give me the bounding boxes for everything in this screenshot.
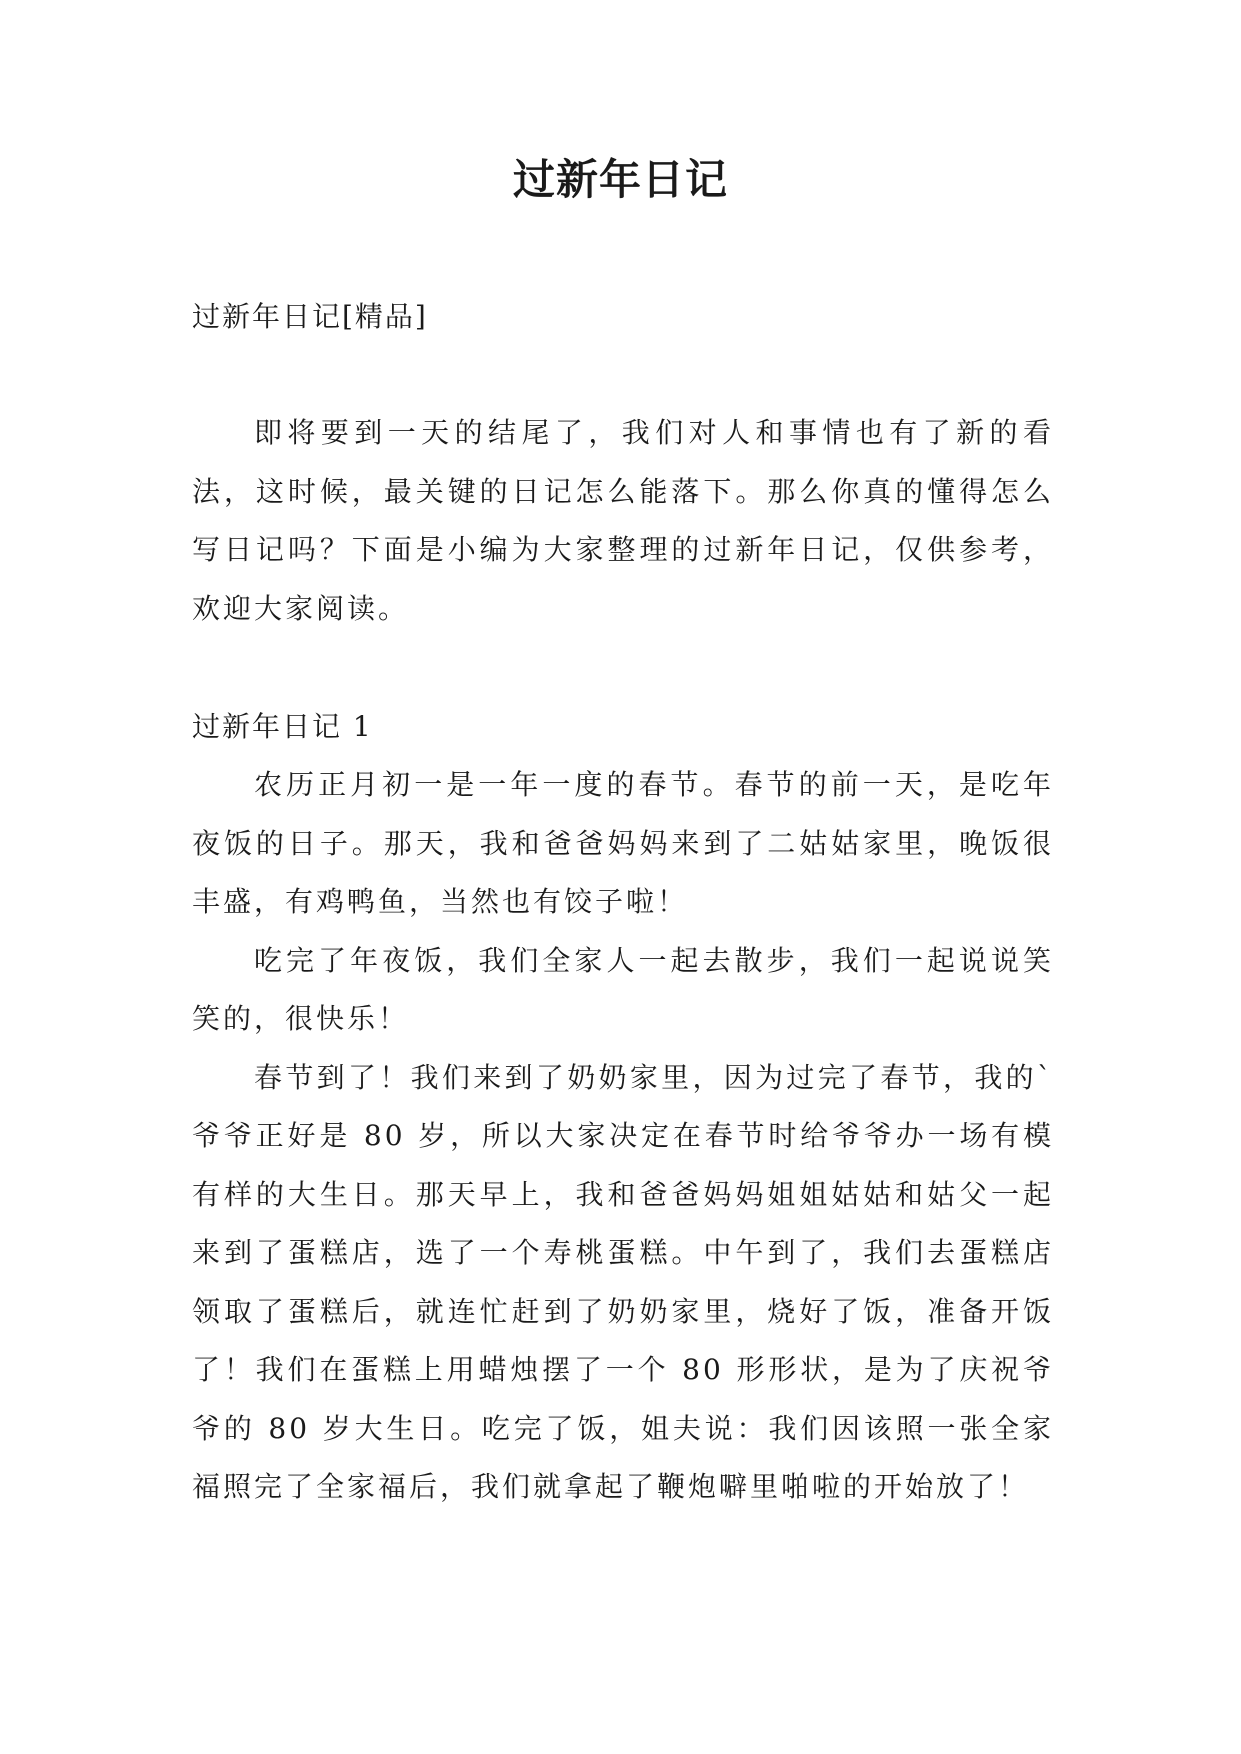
entry-body bbox=[192, 756, 1054, 1517]
entry-heading: 过新年日记 1 bbox=[192, 710, 373, 743]
entry-paragraph-3: 春节到了！我们来到了奶奶家里，因为过完了春节，我的`爷爷正好是 80 岁，所以大家决定在春节时给爷爷办一场有模有样的大生日。那天早上，我和爸爸妈妈姐姐姑姑和姑父一起来到了蛋糕店，选了一个寿桃蛋糕。中午到了，我们去蛋糕店领取了蛋糕后，就连忙赶到了奶奶家里，烧好了饭，准备开饭了！我们在蛋糕上用蜡烛摆了一个 80 形形状，是为了庆祝爷爷的 80 岁大生日。吃完了饭，姐夫说：我们因该照一张全家福照完了全家福后，我们就拿起了鞭炮噼里啪啦的开始放了！ bbox=[192, 1060, 1054, 1503]
intro-block bbox=[192, 404, 1054, 638]
entry-paragraph-1: 农历正月初一是一年一度的春节。春节的前一天，是吃年夜饭的日子。那天，我和爸爸妈妈来到了二姑姑家里，晚饭很丰盛，有鸡鸭鱼，当然也有饺子啦！ bbox=[192, 768, 1054, 918]
document-subtitle: 过新年日记[精品] bbox=[192, 300, 428, 333]
document-title: 过新年日记 bbox=[512, 155, 728, 204]
intro-paragraph: 即将要到一天的结尾了，我们对人和事情也有了新的看法，这时候，最关键的日记怎么能落下。那么你真的懂得怎么写日记吗？下面是小编为大家整理的过新年日记，仅供参考，欢迎大家阅读。 bbox=[192, 416, 1054, 625]
entry-paragraph-2: 吃完了年夜饭，我们全家人一起去散步，我们一起说说笑笑的，很快乐！ bbox=[192, 943, 1054, 1035]
